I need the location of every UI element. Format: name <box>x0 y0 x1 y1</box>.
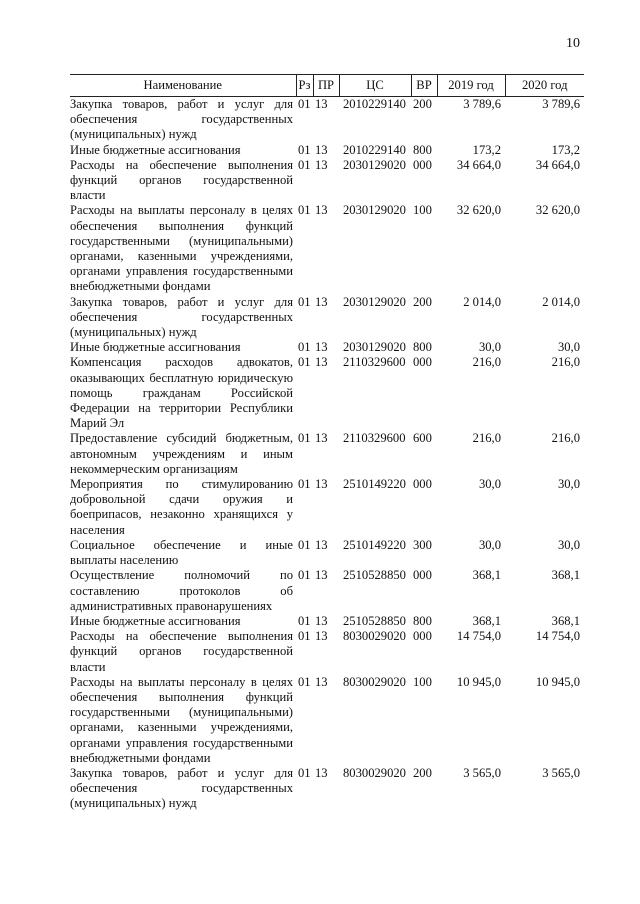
table-row <box>70 431 584 477</box>
row-rz: 01 <box>298 142 311 157</box>
row-name: Расходы на обеспечение выполнения функций органов государственной власти <box>70 629 293 674</box>
row-vr: 000 <box>413 568 432 583</box>
row-2019: 30,0 <box>478 340 501 355</box>
table-row <box>70 295 584 341</box>
table-row <box>70 203 584 294</box>
table-row <box>70 568 584 614</box>
row-cs: 2010229140 <box>343 142 406 157</box>
table-row <box>70 143 584 158</box>
row-2020: 14 754,0 <box>535 629 580 644</box>
row-2019: 216,0 <box>472 355 501 370</box>
row-name: Иные бюджетные ассигнования <box>70 142 241 157</box>
row-2020: 30,0 <box>557 340 580 355</box>
header-2019: 2019 год <box>437 75 505 97</box>
row-name: Социальное обеспечение и иные выплаты населению <box>70 537 293 568</box>
row-vr: 200 <box>413 765 432 780</box>
row-name: Иные бюджетные ассигнования <box>70 613 241 628</box>
row-name: Закупка товаров, работ и услуг для обеспечения государственных (муниципальных) нужд <box>70 294 293 340</box>
row-pr: 13 <box>315 765 328 780</box>
row-pr: 13 <box>315 340 328 355</box>
row-2019: 368,1 <box>472 568 501 583</box>
row-vr: 800 <box>413 340 432 355</box>
row-rz: 01 <box>298 203 311 218</box>
row-vr: 000 <box>413 355 432 370</box>
row-pr: 13 <box>315 157 328 172</box>
row-name: Расходы на обеспечение выполнения функций органов государственной власти <box>70 157 293 203</box>
row-rz: 01 <box>298 613 311 628</box>
row-2020: 216,0 <box>551 355 580 370</box>
row-2019: 10 945,0 <box>456 674 501 689</box>
header-rz: Рз <box>296 75 313 97</box>
row-2019: 368,1 <box>472 613 501 628</box>
row-name: Расходы на выплаты персоналу в целях обеспечения выполнения функций государственными (муниципальными) органами, казенными учреждениями, органами управления государственными внебюджетными фондами <box>70 674 293 765</box>
row-rz: 01 <box>298 97 311 111</box>
row-pr: 13 <box>315 477 328 492</box>
row-rz: 01 <box>298 537 311 552</box>
row-pr: 13 <box>315 431 328 446</box>
header-vr: ВР <box>411 75 437 97</box>
row-cs: 8030029020 <box>343 674 406 689</box>
row-2020: 2 014,0 <box>542 294 580 309</box>
header-name: Наименование <box>70 75 296 97</box>
row-2020: 3 565,0 <box>542 765 580 780</box>
table-row <box>70 340 584 355</box>
header-2020: 2020 год <box>505 75 584 97</box>
row-2019: 14 754,0 <box>456 629 501 644</box>
row-pr: 13 <box>315 355 328 370</box>
row-2019: 173,2 <box>472 142 501 157</box>
table-row <box>70 538 584 568</box>
row-2020: 10 945,0 <box>535 674 580 689</box>
row-2020: 30,0 <box>557 477 580 492</box>
row-cs: 2110329600 <box>343 355 406 370</box>
row-2020: 30,0 <box>557 537 580 552</box>
row-name: Осуществление полномочий по составлению протоколов об административных правонарушениях <box>70 568 293 613</box>
budget-table <box>70 74 584 812</box>
row-cs: 2030129020 <box>343 157 406 172</box>
row-cs: 2010229140 <box>343 97 406 111</box>
table-body <box>70 97 584 812</box>
row-2020: 3 789,6 <box>542 97 580 111</box>
row-cs: 2510149220 <box>343 477 406 492</box>
row-2019: 3 789,6 <box>463 97 501 111</box>
header-pr: ПР <box>313 75 339 97</box>
row-pr: 13 <box>315 537 328 552</box>
row-rz: 01 <box>298 431 311 446</box>
row-cs: 2030129020 <box>343 294 406 309</box>
table-row <box>70 766 584 812</box>
row-name: Закупка товаров, работ и услуг для обеспечения государственных (муниципальных) нужд <box>70 765 293 811</box>
table-row <box>70 614 584 629</box>
row-cs: 2510149220 <box>343 537 406 552</box>
table-row <box>70 675 584 766</box>
row-2019: 3 565,0 <box>463 765 501 780</box>
table-row <box>70 355 584 431</box>
row-cs: 8030029020 <box>343 629 406 644</box>
row-name: Компенсация расходов адвокатов, оказывающих бесплатную юридическую помощь гражданам Российской Федерации на территории Республики Марий Эл <box>70 355 293 431</box>
row-vr: 000 <box>413 477 432 492</box>
table-row <box>70 629 584 675</box>
table-row <box>70 97 584 143</box>
row-2020: 32 620,0 <box>535 203 580 218</box>
row-name: Предоставление субсидий бюджетным, автономным учреждениям и иным некоммерческим организациям <box>70 431 293 476</box>
row-pr: 13 <box>315 97 328 111</box>
row-name: Закупка товаров, работ и услуг для обеспечения государственных (муниципальных) нужд <box>70 97 293 142</box>
row-2020: 368,1 <box>551 568 580 583</box>
row-pr: 13 <box>315 568 328 583</box>
row-vr: 600 <box>413 431 432 446</box>
row-rz: 01 <box>298 294 311 309</box>
row-vr: 300 <box>413 537 432 552</box>
row-cs: 2510528850 <box>343 613 406 628</box>
row-rz: 01 <box>298 477 311 492</box>
row-vr: 200 <box>413 97 432 111</box>
row-name: Мероприятия по стимулированию добровольной сдачи оружия и боеприпасов, незаконно хранящихся у населения <box>70 477 293 537</box>
row-cs: 2030129020 <box>343 203 406 218</box>
row-rz: 01 <box>298 765 311 780</box>
row-pr: 13 <box>315 203 328 218</box>
row-cs: 2510528850 <box>343 568 406 583</box>
row-vr: 200 <box>413 294 432 309</box>
row-pr: 13 <box>315 674 328 689</box>
header-cs: ЦС <box>339 75 411 97</box>
row-2019: 32 620,0 <box>456 203 501 218</box>
table-row <box>70 477 584 538</box>
row-cs: 2030129020 <box>343 340 406 355</box>
row-rz: 01 <box>298 355 311 370</box>
row-vr: 000 <box>413 629 432 644</box>
row-rz: 01 <box>298 157 311 172</box>
row-pr: 13 <box>315 613 328 628</box>
row-2019: 216,0 <box>472 431 501 446</box>
page-number: 10 <box>566 36 580 51</box>
table-row <box>70 158 584 204</box>
row-cs: 8030029020 <box>343 765 406 780</box>
row-rz: 01 <box>298 629 311 644</box>
row-2020: 173,2 <box>551 142 580 157</box>
row-pr: 13 <box>315 629 328 644</box>
row-2019: 30,0 <box>478 477 501 492</box>
row-2020: 34 664,0 <box>535 157 580 172</box>
row-vr: 000 <box>413 157 432 172</box>
row-name: Расходы на выплаты персоналу в целях обеспечения выполнения функций государственными (муниципальными) органами, казенными учреждениями, органами управления государственными внебюджетными фондами <box>70 203 293 294</box>
row-vr: 100 <box>413 674 432 689</box>
row-vr: 800 <box>413 142 432 157</box>
row-rz: 01 <box>298 568 311 583</box>
row-2019: 34 664,0 <box>456 157 501 172</box>
row-2019: 2 014,0 <box>463 294 501 309</box>
row-vr: 800 <box>413 613 432 628</box>
row-pr: 13 <box>315 142 328 157</box>
row-rz: 01 <box>298 674 311 689</box>
row-2019: 30,0 <box>478 537 501 552</box>
table-header-row <box>70 75 584 97</box>
row-rz: 01 <box>298 340 311 355</box>
row-vr: 100 <box>413 203 432 218</box>
row-2020: 216,0 <box>551 431 580 446</box>
row-cs: 2110329600 <box>343 431 406 446</box>
row-pr: 13 <box>315 294 328 309</box>
row-name: Иные бюджетные ассигнования <box>70 340 241 355</box>
row-2020: 368,1 <box>551 613 580 628</box>
